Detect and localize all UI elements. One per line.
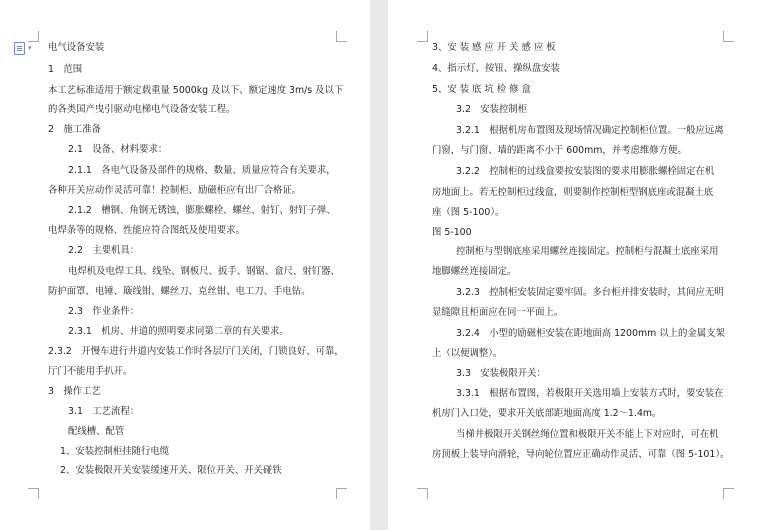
list-item: 1、安装控制柜挂随行电缆 xyxy=(60,446,170,457)
paragraph-line: 显缝隙且柜面应在同一平面上。 xyxy=(432,307,564,318)
page-corner-mark xyxy=(28,488,39,499)
paragraph-line: 配线槽、配管 xyxy=(68,426,125,437)
list-item: 3、安 装 感 应 开 关 感 应 板 xyxy=(432,42,556,53)
paragraph-line: 各种开关应动作灵活可靠！控制柜、励磁柜应有出厂合格证。 xyxy=(48,185,302,196)
chevron-down-icon[interactable]: ▾ xyxy=(28,44,32,52)
page-corner-mark xyxy=(723,488,734,499)
paragraph-line: 2.1.2 槽钢、角钢无锈蚀，膨胀螺栓、螺丝、射钉、射钉子弹、 xyxy=(68,205,336,216)
document-page-left xyxy=(0,0,370,530)
paragraph-line: 防护面罩、电锤、簸线钳、螺丝刀、克丝钳、电工刀、手电钻。 xyxy=(48,286,311,297)
section-heading: 3 操作工艺 xyxy=(48,386,101,397)
paragraph-line: 本工艺标准适用于额定载重量 5000kg 及以下、额定速度 3m/s 及以下 xyxy=(48,85,344,96)
paragraph-line: 地脚螺丝连接固定。 xyxy=(432,266,517,277)
subsection-heading: 3.3 安装极限开关： xyxy=(456,368,546,379)
page-corner-mark xyxy=(417,488,428,499)
paragraph-line: 机房门入口处，要求开关底部距地面高度 1.2～1.4m。 xyxy=(432,408,662,419)
page-corner-mark xyxy=(336,31,347,42)
paragraph-line: 3.2.4 小型的励磁柜安装在距地面高 1200mm 以上的金属支架 xyxy=(456,328,725,339)
paragraph-line: 当梯井极限开关钢丝绳位置和极限开关不能上下对应时，可在机 xyxy=(456,429,719,440)
list-item: 2、安装极限开关安装缓速开关、限位开关、开关碰铁 xyxy=(60,465,282,476)
paragraph-line: 的各类国产曳引驱动电梯电气设备安装工程。 xyxy=(48,104,236,115)
list-item: 4、指示灯、按钮、操纵盘安装 xyxy=(432,63,560,74)
section-heading: 2 施工准备 xyxy=(48,124,101,135)
paragraph-line: 房顶板上装导向滑轮，导向轮位置应正确动作灵活、可靠（图 5-101）。 xyxy=(432,449,730,460)
subsection-heading: 3.1 工艺流程： xyxy=(68,406,140,417)
page-corner-mark xyxy=(336,488,347,499)
paragraph-line: 2.3.2 开慢车进行井道内安装工作时各层厅门关闭，门锁良好、可靠， xyxy=(48,346,344,357)
paragraph-line: 厅门不能用手扒开。 xyxy=(48,366,133,377)
document-page-right xyxy=(388,0,760,530)
paragraph-line: 上（以便调整）。 xyxy=(432,348,503,359)
paragraph-line: 座（图 5-100）。 xyxy=(432,207,505,218)
paragraph-line: 3.2.1 根据机房布置图及现场情况确定控制柜位置。一般应远离 xyxy=(456,125,724,136)
page-corner-mark xyxy=(723,31,734,42)
subsection-heading: 2.1 设备、材料要求： xyxy=(68,144,168,155)
paragraph-line: 2.1.1 各电气设备及部件的规格、数量、质量应符合有关要求， xyxy=(68,165,336,176)
section-heading: 1 范围 xyxy=(48,64,83,75)
page-corner-mark xyxy=(28,31,39,42)
page-gutter xyxy=(370,0,388,530)
paragraph-line: 房地面上。若无控制柜过线盒，则要制作控制柜型钢底座或混凝土底 xyxy=(432,187,714,198)
paragraph-line: 电焊条等的规格、性能应符合图纸及使用要求。 xyxy=(48,225,245,236)
paragraph-line: 控制柜与型钢底座采用螺丝连接固定。控制柜与混凝土底座采用 xyxy=(456,246,719,257)
figure-caption: 图 5-100 xyxy=(432,227,472,238)
page-corner-mark xyxy=(417,31,428,42)
heading: 电气设备安装 xyxy=(48,42,105,53)
paragraph-line: 电焊机及电焊工具、线坠、钢板尺、扳手、钢锯、盒尺、射钉器、 xyxy=(68,266,340,277)
paragraph-line: 3.2.2 控制柜的过线盒要按安装图的要求用膨胀螺栓固定在机 xyxy=(456,166,715,177)
paragraph-line: 3.3.1 根据布置图，若极限开关选用墙上安装方式时，要安装在 xyxy=(456,388,724,399)
subsection-heading: 3.2 安装控制柜 xyxy=(456,104,528,115)
list-item: 5、安 装 底 坑 检 修 盒 xyxy=(432,84,531,95)
subsection-heading: 2.2 主要机具： xyxy=(68,245,140,256)
paragraph-line: 2.3.1 机房、井道的照明要求同第二章的有关要求。 xyxy=(68,326,289,337)
subsection-heading: 2.3 作业条件： xyxy=(68,306,140,317)
paragraph-line: 门窗，与门窗、墙的距离不小于 600mm，并考虑维修方便。 xyxy=(432,145,687,156)
document-icon[interactable] xyxy=(14,42,25,55)
paragraph-line: 3.2.3 控制柜安装固定要牢固。多台柜并排安装时，其间应无明 xyxy=(456,287,724,298)
